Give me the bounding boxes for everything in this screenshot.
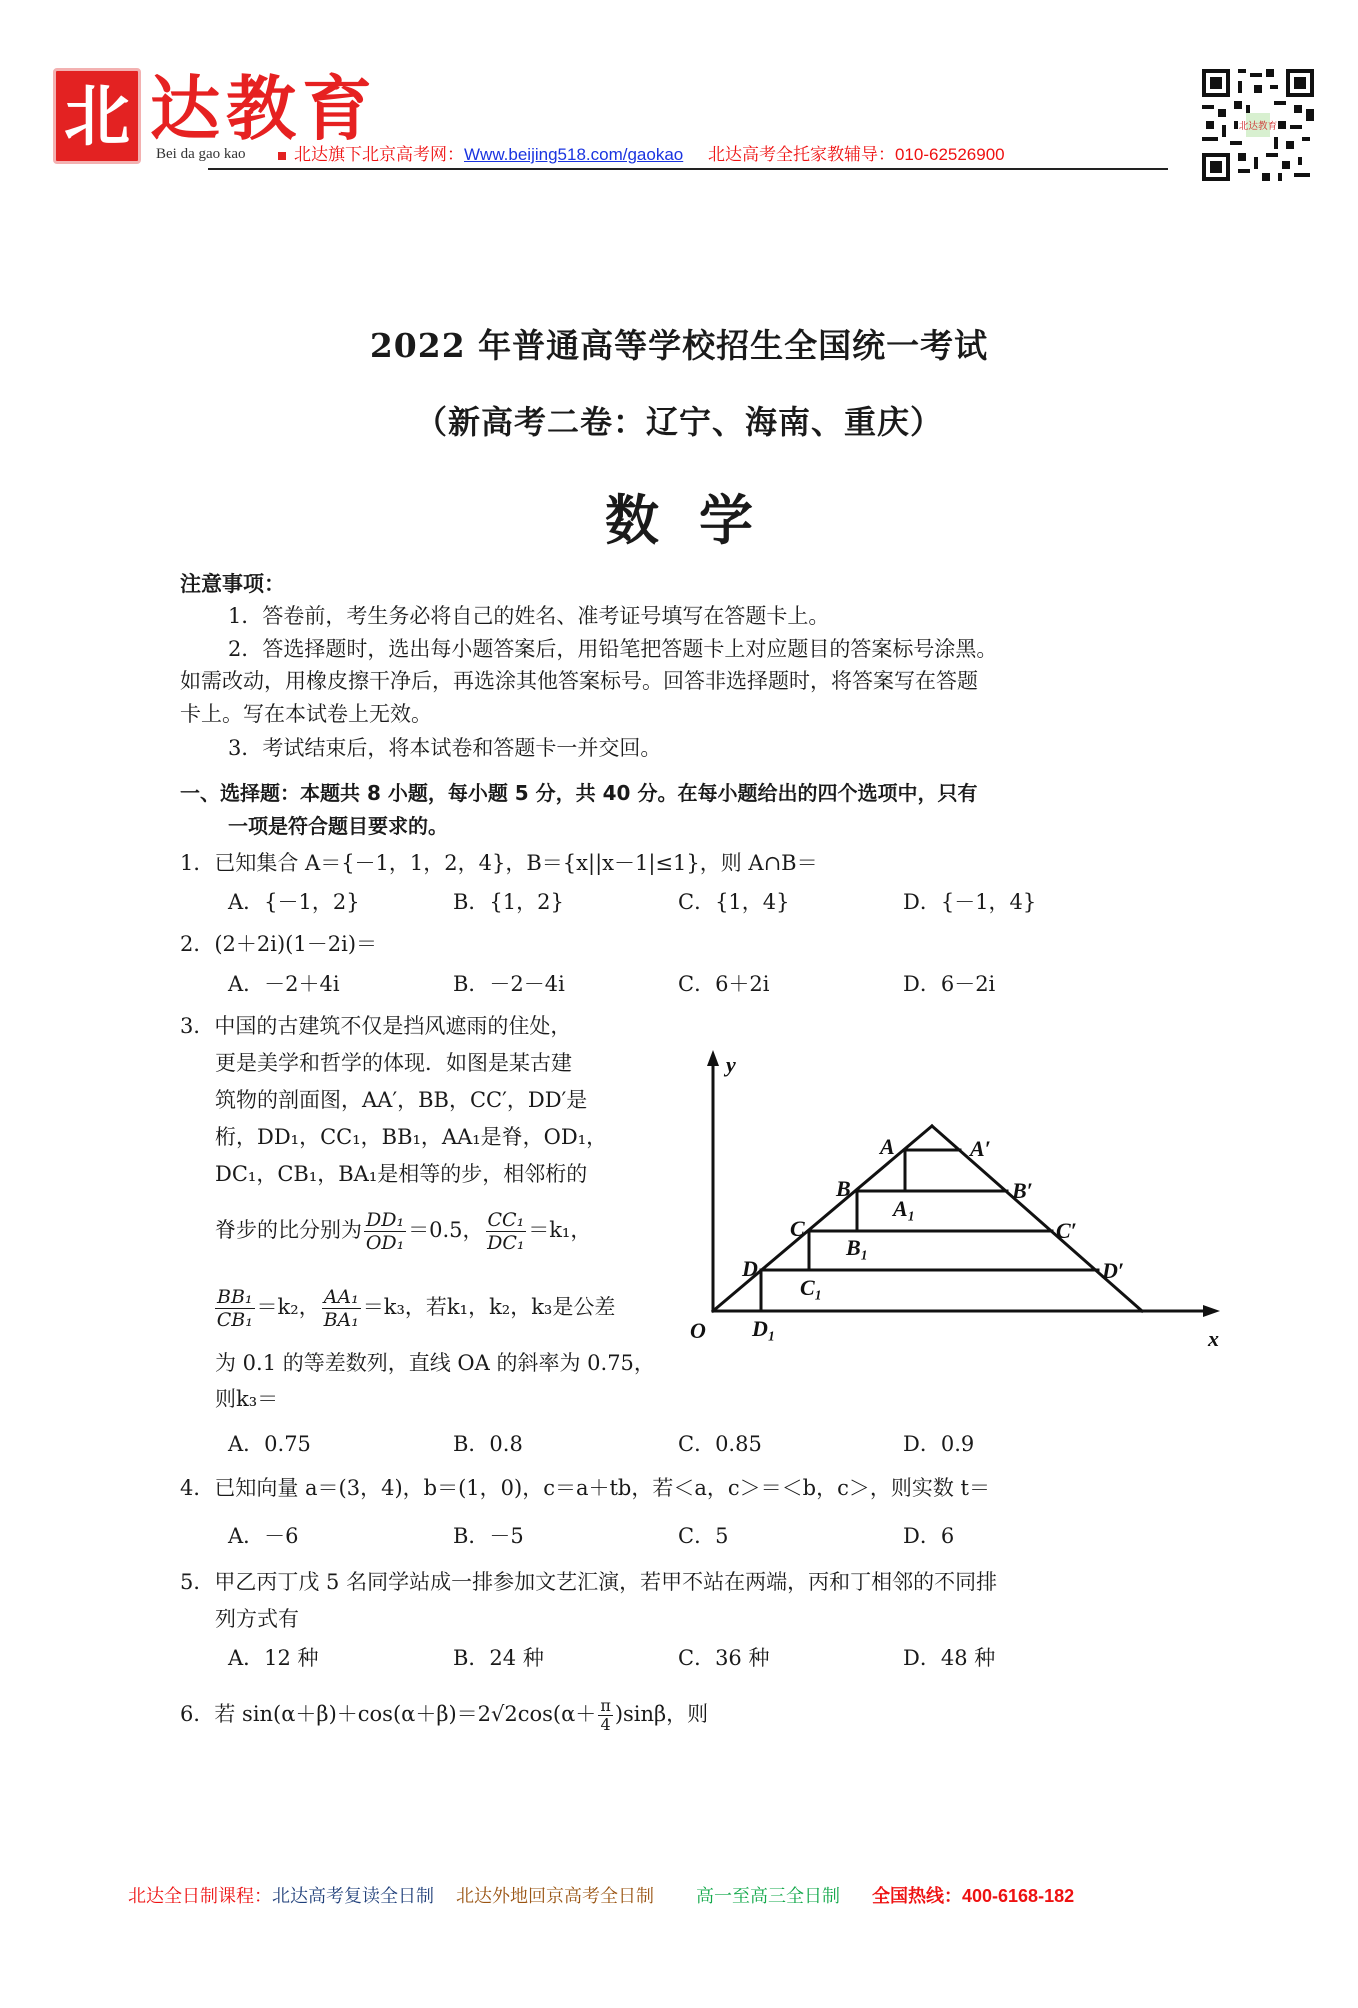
q3-option-a[interactable]: A．0.75 bbox=[228, 1432, 311, 1456]
label-d-prime: D′ bbox=[1102, 1258, 1125, 1283]
label-a: A bbox=[880, 1134, 895, 1159]
y-axis-arrow-icon bbox=[707, 1050, 719, 1066]
q2-option-a[interactable]: A．－2＋4i bbox=[228, 972, 340, 996]
label-a1: A₁ bbox=[893, 1196, 916, 1221]
exam-subtitle: （新高考二卷：辽宁、海南、重庆） bbox=[414, 403, 943, 441]
q1-option-c[interactable]: C．{1，4} bbox=[678, 890, 790, 914]
site-label: 北达旗下北京高考网： bbox=[294, 145, 464, 164]
q6-stem-post: )sinβ，则 bbox=[614, 1702, 709, 1726]
ratio-value: ＝k₃， bbox=[362, 1295, 426, 1319]
footer-hotline: 全国热线：400-6168-182 bbox=[872, 1886, 1075, 1906]
note-item: 2．答选择题时，选出每小题答案后，用铅笔把答题卡上对应题目的答案标号涂黑。 bbox=[228, 637, 998, 661]
q1-option-a[interactable]: A．{－1，2} bbox=[228, 890, 360, 914]
footer-course-1[interactable]: 北达高考复读全日制 bbox=[272, 1886, 434, 1906]
question-3-ask: 则k₃＝ bbox=[215, 1387, 279, 1411]
ratio-value: ＝k₂， bbox=[256, 1295, 320, 1319]
label-d1: D₁ bbox=[752, 1316, 776, 1341]
question-3-stem: 桁，DD₁，CC₁，BB₁，AA₁是脊，OD₁， bbox=[215, 1125, 608, 1149]
note-item: 卡上。写在本试卷上无效。 bbox=[180, 702, 432, 726]
question-1-stem: 1．已知集合 A＝{－1，1，2，4}，B＝{x||x－1|≤1}，则 A∩B＝ bbox=[180, 851, 818, 875]
logo-mark: 北 bbox=[53, 68, 141, 164]
question-3-stem: 3．中国的古建筑不仅是挡风遮雨的住处， bbox=[180, 1014, 572, 1038]
footer-courses-label: 北达全日制课程： bbox=[128, 1886, 272, 1906]
q3-option-b[interactable]: B．0.8 bbox=[453, 1432, 523, 1456]
label-c1: C₁ bbox=[800, 1275, 823, 1300]
question-2-stem: 2．(2＋2i)(1－2i)＝ bbox=[180, 932, 378, 956]
question-3-stem: 筑物的剖面图，AA′，BB，CC′，DD′是 bbox=[215, 1088, 588, 1112]
label-x: x bbox=[1208, 1326, 1219, 1351]
note-item: 如需改动，用橡皮擦干净后，再选涂其他答案标号。回答非选择题时，将答案写在答题 bbox=[180, 669, 978, 693]
footer-banner bbox=[128, 1882, 1096, 1908]
q4-option-d[interactable]: D．6 bbox=[903, 1524, 955, 1548]
fraction-pi-4: $\frac{\pi}{4}$ bbox=[600, 1696, 611, 1734]
exam-title: 2022 年普通高等学校招生全国统一考试 bbox=[369, 326, 989, 365]
logo-text: 达教育 bbox=[150, 67, 378, 150]
section-heading-cont: 一项是符合题目要求的。 bbox=[228, 814, 448, 838]
question-4-stem: 4．已知向量 a＝(3，4)，b＝(1，0)，c＝a＋tb，若＜a，c＞＝＜b，c＞，则实数 t＝ bbox=[180, 1476, 990, 1500]
roof-right-edge bbox=[932, 1126, 1142, 1311]
question-3-condition: 为 0.1 的等差数列，直线 OA 的斜率为 0.75， bbox=[215, 1351, 655, 1375]
q5-option-b[interactable]: B．24 种 bbox=[453, 1646, 544, 1670]
fraction-bb1-cb1: $\frac{\text{BB₁}}{\text{CB₁}}$ bbox=[216, 1286, 253, 1331]
fraction-aa1-ba1: $\frac{\text{AA₁}}{\text{BA₁}}$ bbox=[323, 1286, 359, 1331]
q3-option-d[interactable]: D．0.9 bbox=[903, 1432, 975, 1456]
label-c: C bbox=[790, 1216, 805, 1241]
x-axis-arrow-icon bbox=[1203, 1305, 1220, 1317]
site-link[interactable]: Www.beijing518.com/gaokao bbox=[464, 145, 684, 164]
q2-option-b[interactable]: B．－2－4i bbox=[453, 972, 565, 996]
label-o: O bbox=[690, 1318, 706, 1343]
footer-course-3[interactable]: 高一至高三全日制 bbox=[696, 1886, 840, 1906]
section-heading: 一、选择题：本题共 8 小题，每小题 5 分，共 40 分。在每小题给出的四个选项中，只有 bbox=[180, 781, 978, 805]
q4-option-b[interactable]: B．－5 bbox=[453, 1524, 524, 1548]
question-3-stem: DC₁，CB₁，BA₁是相等的步，相邻桁的 bbox=[215, 1162, 588, 1186]
footer-course-2[interactable]: 北达外地回京高考全日制 bbox=[456, 1886, 654, 1906]
note-item: 1．答卷前，考生务必将自己的姓名、准考证号填写在答题卡上。 bbox=[228, 604, 830, 628]
ratio-value: ＝k₁， bbox=[528, 1218, 592, 1242]
question-6-stem bbox=[180, 1692, 708, 1736]
q2-option-c[interactable]: C．6＋2i bbox=[678, 972, 770, 996]
q5-option-d[interactable]: D．48 种 bbox=[903, 1646, 996, 1670]
q5-option-a[interactable]: A．12 种 bbox=[228, 1646, 319, 1670]
note-item: 3．考试结束后，将本试卷和答题卡一并交回。 bbox=[228, 736, 662, 760]
ratio-value: ＝0.5， bbox=[408, 1218, 484, 1242]
label-y: y bbox=[726, 1052, 736, 1077]
question-5-stem: 列方式有 bbox=[215, 1607, 299, 1631]
q6-stem-pre: 6．若 sin(α＋β)＋cos(α＋β)＝2√2cos(α＋ bbox=[180, 1702, 597, 1726]
q1-option-b[interactable]: B．{1，2} bbox=[453, 890, 564, 914]
label-a-prime: A′ bbox=[970, 1136, 991, 1161]
label-c-prime: C′ bbox=[1056, 1218, 1077, 1243]
ratio-prefix: 脊步的比分别为 bbox=[215, 1218, 362, 1242]
label-b1: B₁ bbox=[846, 1235, 869, 1260]
logo-subtitle: Bei da gao kao bbox=[156, 146, 246, 162]
subject-title: 数学 bbox=[605, 489, 793, 552]
qr-center-text: 北达教育 bbox=[1238, 121, 1278, 132]
q3-option-c[interactable]: C．0.85 bbox=[678, 1432, 762, 1456]
label-b: B bbox=[836, 1176, 851, 1201]
question-5-stem: 5．甲乙丙丁戊 5 名同学站成一排参加文艺汇演，若甲不站在两端，丙和丁相邻的不同排 bbox=[180, 1570, 998, 1594]
tutor-hotline: 北达高考全托家教辅导：010-62526900 bbox=[707, 145, 1005, 164]
label-b-prime: B′ bbox=[1012, 1178, 1033, 1203]
fraction-cc1-dc1: $\frac{\text{CC₁}}{\text{DC₁}}$ bbox=[487, 1209, 525, 1254]
q4-option-a[interactable]: A．－6 bbox=[228, 1524, 299, 1548]
question-3-stem: 更是美学和哲学的体现．如图是某古建 bbox=[215, 1051, 572, 1075]
fraction-dd1-od1: $\frac{\text{DD₁}}{\text{OD₁}}$ bbox=[365, 1209, 405, 1254]
q5-option-c[interactable]: C．36 种 bbox=[678, 1646, 770, 1670]
q1-option-d[interactable]: D．{－1，4} bbox=[903, 890, 1037, 914]
label-d: D bbox=[742, 1256, 758, 1281]
question-3-condition: 若k₁，k₂，k₃是公差 bbox=[425, 1295, 616, 1319]
notes-heading: 注意事项： bbox=[180, 572, 285, 596]
q2-option-d[interactable]: D．6－2i bbox=[903, 972, 996, 996]
q4-option-c[interactable]: C．5 bbox=[678, 1524, 729, 1548]
